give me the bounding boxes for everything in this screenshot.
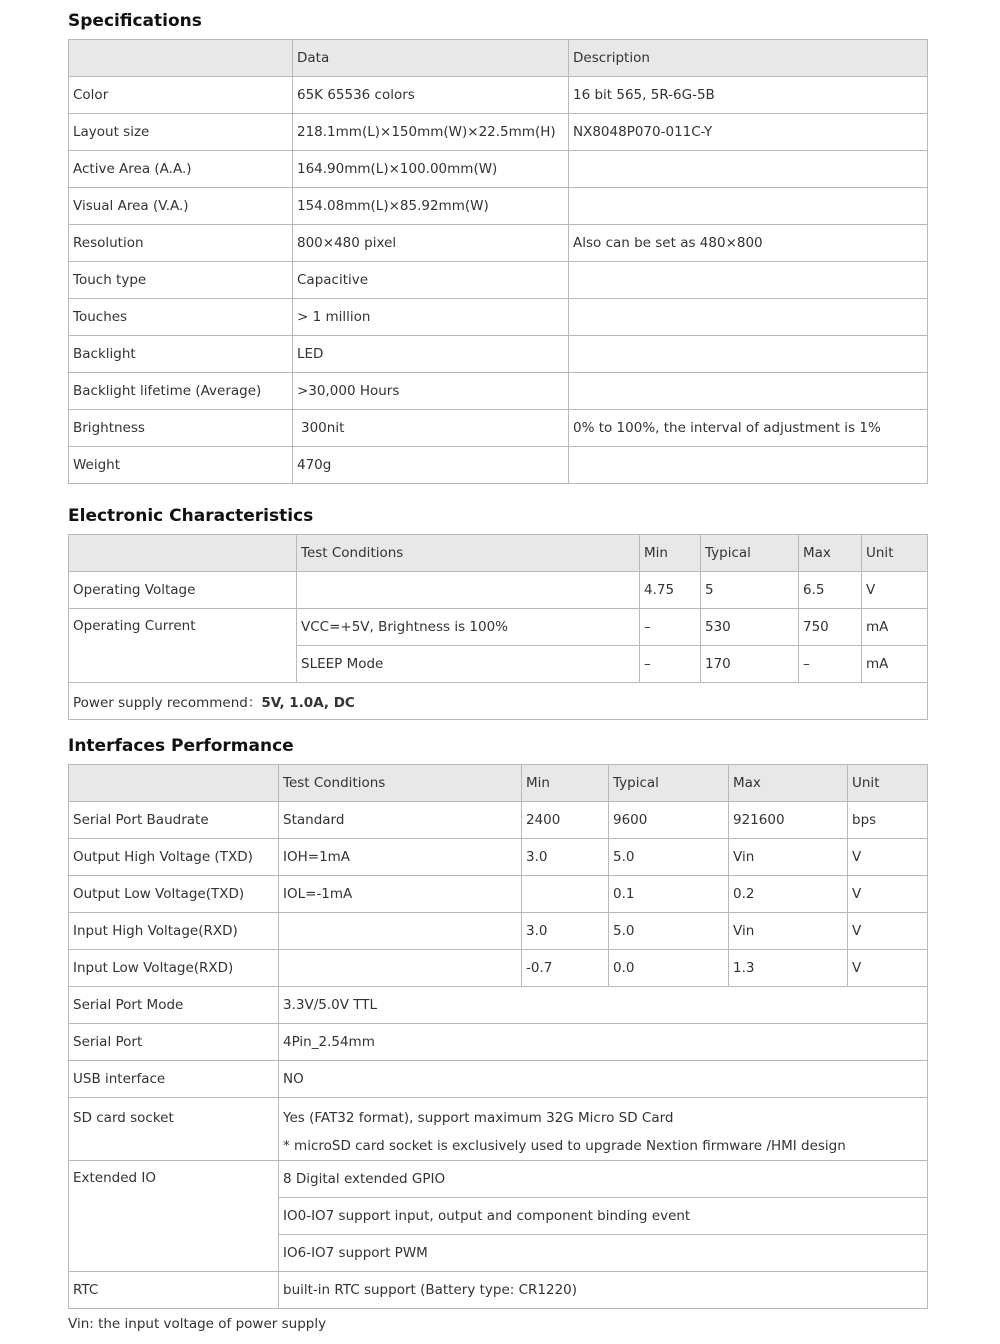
table-row	[69, 1161, 928, 1198]
unit-cell: V	[848, 913, 928, 950]
row-label: Resolution	[69, 225, 293, 262]
table-row	[69, 151, 928, 188]
max-cell: 6.5	[799, 572, 862, 609]
max-cell: Vin	[729, 839, 848, 876]
row-value: built-in RTC support (Battery type: CR1220)	[279, 1272, 928, 1309]
header-cell: Test Conditions	[297, 535, 640, 572]
row-label: Brightness	[69, 410, 293, 447]
sd-card-label: SD card socket	[73, 1110, 174, 1126]
unit-cell: V	[848, 839, 928, 876]
interfaces-table	[68, 764, 928, 1309]
row-description: 0% to 100%, the interval of adjustment is 1%	[569, 410, 928, 447]
unit-cell: mA	[862, 646, 928, 683]
row-data: 800×480 pixel	[293, 225, 569, 262]
power-supply-row	[69, 683, 928, 720]
table-header-row	[69, 40, 928, 77]
unit-cell: V	[848, 876, 928, 913]
row-data: >30,000 Hours	[293, 373, 569, 410]
typical-cell: 170	[701, 646, 799, 683]
table-row	[69, 188, 928, 225]
row-description	[569, 299, 928, 336]
header-cell: Data	[293, 40, 569, 77]
row-value: NO	[279, 1061, 928, 1098]
interfaces-title: Interfaces Performance	[68, 736, 294, 756]
max-cell: 750	[799, 609, 862, 646]
table-header-row	[69, 535, 928, 572]
header-cell: Unit	[848, 765, 928, 802]
row-label: Touch type	[69, 262, 293, 299]
header-cell: Unit	[862, 535, 928, 572]
row-label: Serial Port Mode	[69, 987, 279, 1024]
row-label: Serial Port Baudrate	[69, 802, 279, 839]
header-cell: Typical	[701, 535, 799, 572]
row-label: RTC	[69, 1272, 279, 1309]
row-data: 300nit	[293, 410, 569, 447]
table-row	[69, 572, 928, 609]
row-label: Operating Current	[69, 609, 297, 683]
row-data: 65K 65536 colors	[293, 77, 569, 114]
min-cell: –	[640, 646, 701, 683]
row-label: Touches	[69, 299, 293, 336]
table-row	[69, 447, 928, 484]
test-conditions-cell: SLEEP Mode	[297, 646, 640, 683]
table-row	[69, 299, 928, 336]
unit-cell: bps	[848, 802, 928, 839]
header-cell	[69, 535, 297, 572]
test-conditions-cell: IOL=-1mA	[279, 876, 522, 913]
min-cell: 3.0	[522, 839, 609, 876]
row-data: 218.1mm(L)×150mm(W)×22.5mm(H)	[293, 114, 569, 151]
table-row	[69, 802, 928, 839]
electronic-table	[68, 534, 928, 720]
typical-cell: 9600	[609, 802, 729, 839]
header-cell: Description	[569, 40, 928, 77]
table-row	[69, 373, 928, 410]
test-conditions-cell	[297, 572, 640, 609]
row-label: Extended IO	[69, 1161, 279, 1272]
row-label: Serial Port	[69, 1024, 279, 1061]
typical-cell: 530	[701, 609, 799, 646]
max-cell: 0.2	[729, 876, 848, 913]
row-label: Backlight	[69, 336, 293, 373]
min-cell: –	[640, 609, 701, 646]
power-supply-value: 5V, 1.0A, DC	[261, 695, 355, 711]
typical-cell: 5.0	[609, 913, 729, 950]
max-cell: 921600	[729, 802, 848, 839]
electronic-title: Electronic Characteristics	[68, 506, 314, 526]
footnote: Vin: the input voltage of power supply	[68, 1316, 327, 1332]
test-conditions-cell: VCC=+5V, Brightness is 100%	[297, 609, 640, 646]
row-label: Operating Voltage	[69, 572, 297, 609]
row-label: Backlight lifetime (Average)	[69, 373, 293, 410]
header-cell	[69, 765, 279, 802]
table-row	[69, 114, 928, 151]
max-cell: –	[799, 646, 862, 683]
row-data: 164.90mm(L)×100.00mm(W)	[293, 151, 569, 188]
row-description	[569, 262, 928, 299]
sd-card-line: Yes (FAT32 format), support maximum 32G Micro SD Card	[283, 1110, 674, 1126]
typical-cell: 5.0	[609, 839, 729, 876]
row-value	[279, 1098, 928, 1161]
min-cell: 4.75	[640, 572, 701, 609]
table-row	[69, 225, 928, 262]
row-description: Also can be set as 480×800	[569, 225, 928, 262]
row-label: Output Low Voltage(TXD)	[69, 876, 279, 913]
row-description: NX8048P070-011C-Y	[569, 114, 928, 151]
test-conditions-cell	[279, 950, 522, 987]
row-data: LED	[293, 336, 569, 373]
row-label: Layout size	[69, 114, 293, 151]
min-cell: 2400	[522, 802, 609, 839]
row-description	[569, 188, 928, 225]
table-row	[69, 1061, 928, 1098]
min-cell	[522, 876, 609, 913]
row-value: IO6-IO7 support PWM	[279, 1235, 928, 1272]
table-row	[69, 876, 928, 913]
row-value: 8 Digital extended GPIO	[279, 1161, 928, 1198]
row-data: > 1 million	[293, 299, 569, 336]
row-description	[569, 373, 928, 410]
specifications-title: Specifications	[68, 11, 202, 31]
unit-cell: mA	[862, 609, 928, 646]
row-label	[69, 1098, 279, 1161]
table-row	[69, 262, 928, 299]
row-label: Weight	[69, 447, 293, 484]
header-cell: Typical	[609, 765, 729, 802]
table-header-row	[69, 765, 928, 802]
row-description	[569, 336, 928, 373]
table-row	[69, 950, 928, 987]
sd-card-note: * microSD card socket is exclusively used to upgrade Nextion firmware /HMI design	[283, 1138, 846, 1154]
specifications-table	[68, 39, 928, 484]
header-cell: Max	[729, 765, 848, 802]
header-cell	[69, 40, 293, 77]
row-value: IO0-IO7 support input, output and component binding event	[279, 1198, 928, 1235]
header-cell: Max	[799, 535, 862, 572]
unit-cell: V	[862, 572, 928, 609]
typical-cell: 0.1	[609, 876, 729, 913]
row-description: 16 bit 565, 5R-6G-5B	[569, 77, 928, 114]
row-label: Visual Area (V.A.)	[69, 188, 293, 225]
table-row	[69, 77, 928, 114]
test-conditions-cell: IOH=1mA	[279, 839, 522, 876]
table-row	[69, 913, 928, 950]
table-row	[69, 609, 928, 646]
row-label: Color	[69, 77, 293, 114]
row-label: Active Area (A.A.)	[69, 151, 293, 188]
row-data: 154.08mm(L)×85.92mm(W)	[293, 188, 569, 225]
power-supply-cell	[69, 683, 928, 720]
row-label: USB interface	[69, 1061, 279, 1098]
min-cell: -0.7	[522, 950, 609, 987]
test-conditions-cell: Standard	[279, 802, 522, 839]
max-cell: 1.3	[729, 950, 848, 987]
row-description	[569, 151, 928, 188]
row-value: 3.3V/5.0V TTL	[279, 987, 928, 1024]
min-cell: 3.0	[522, 913, 609, 950]
typical-cell: 5	[701, 572, 799, 609]
table-row	[69, 1272, 928, 1309]
row-label: Input Low Voltage(RXD)	[69, 950, 279, 987]
table-row	[69, 1024, 928, 1061]
max-cell: Vin	[729, 913, 848, 950]
table-row	[69, 336, 928, 373]
row-data: 470g	[293, 447, 569, 484]
table-row	[69, 1098, 928, 1161]
power-supply-label: Power supply recommend：	[73, 695, 262, 711]
table-row	[69, 987, 928, 1024]
header-cell: Min	[522, 765, 609, 802]
header-cell: Test Conditions	[279, 765, 522, 802]
row-data: Capacitive	[293, 262, 569, 299]
test-conditions-cell	[279, 913, 522, 950]
table-row	[69, 839, 928, 876]
row-label: Input High Voltage(RXD)	[69, 913, 279, 950]
row-description	[569, 447, 928, 484]
row-value: 4Pin_2.54mm	[279, 1024, 928, 1061]
row-label: Output High Voltage (TXD)	[69, 839, 279, 876]
header-cell: Min	[640, 535, 701, 572]
typical-cell: 0.0	[609, 950, 729, 987]
table-row	[69, 410, 928, 447]
unit-cell: V	[848, 950, 928, 987]
